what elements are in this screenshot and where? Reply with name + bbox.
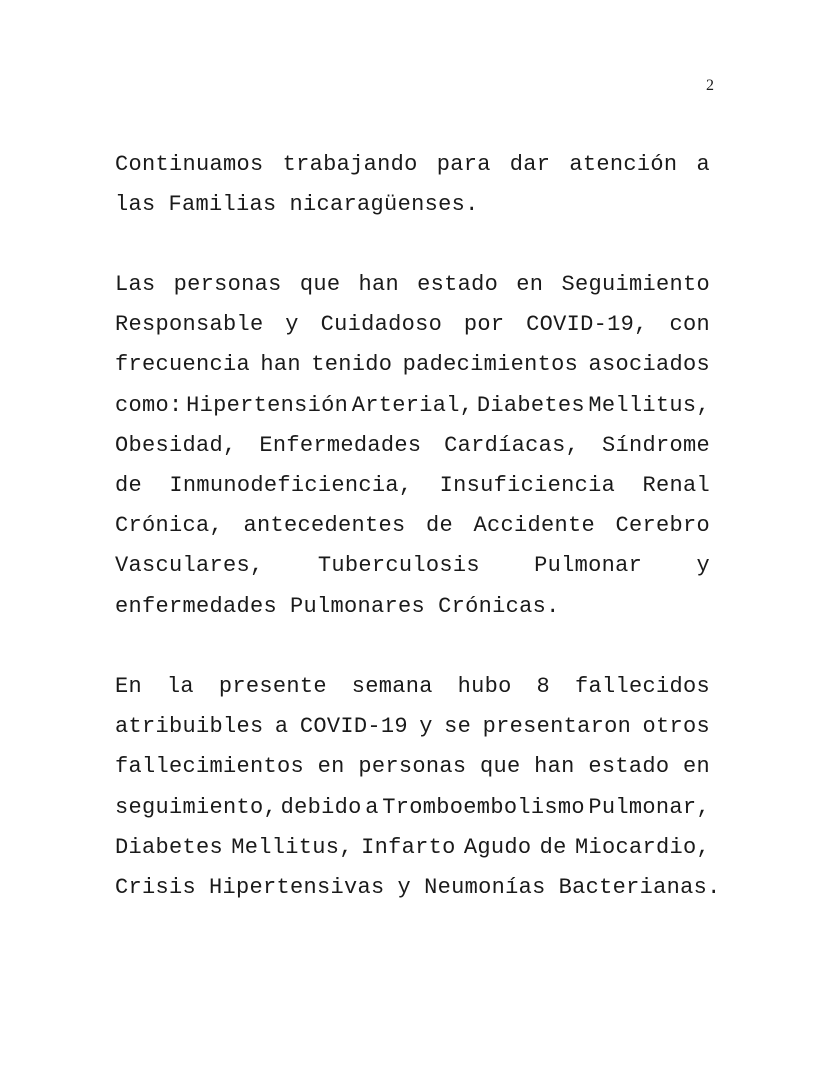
word: enfermedades bbox=[115, 593, 278, 619]
word: COVID-19, bbox=[526, 312, 648, 338]
paragraph-comorbidities bbox=[115, 265, 710, 627]
word: Cardíacas, bbox=[444, 432, 580, 458]
word: en bbox=[317, 754, 345, 780]
word: fallecidos bbox=[574, 674, 710, 699]
word: En bbox=[115, 674, 143, 699]
word: 8 bbox=[536, 674, 551, 699]
word: Accidente bbox=[473, 513, 596, 539]
word: Responsable bbox=[115, 312, 264, 338]
word: seguimiento, bbox=[115, 794, 278, 820]
text-line bbox=[115, 426, 710, 466]
word: han bbox=[534, 754, 575, 780]
word: la bbox=[166, 674, 194, 699]
word: de bbox=[115, 473, 143, 499]
word: padecimientos bbox=[402, 352, 579, 378]
word: Las bbox=[115, 272, 156, 297]
word: Arterial, bbox=[351, 392, 474, 418]
word: han bbox=[260, 352, 301, 378]
text-line bbox=[115, 145, 710, 185]
word: y bbox=[397, 875, 412, 901]
word: Infarto bbox=[361, 834, 456, 860]
word: atención bbox=[569, 152, 678, 177]
word: Crónicas. bbox=[438, 593, 560, 619]
text-line bbox=[115, 185, 710, 225]
word: semana bbox=[351, 674, 433, 699]
word: otros bbox=[642, 714, 710, 740]
word: a bbox=[274, 714, 289, 740]
word: Hipertensión bbox=[186, 392, 349, 418]
word: con bbox=[669, 312, 710, 338]
word: Hipertensivas bbox=[209, 875, 385, 901]
word: Neumonías bbox=[424, 875, 546, 901]
word: tenido bbox=[311, 352, 393, 378]
word: por bbox=[463, 312, 505, 338]
word: para bbox=[436, 152, 491, 177]
word: atribuibles bbox=[115, 714, 264, 740]
word: Insuficiencia bbox=[439, 473, 616, 499]
word: Cerebro bbox=[615, 513, 710, 539]
word: Crisis bbox=[115, 875, 197, 901]
word: y bbox=[696, 553, 710, 579]
text-line bbox=[115, 265, 710, 305]
text-line bbox=[115, 707, 710, 747]
word: Cuidadoso bbox=[320, 312, 443, 338]
word: Pulmonares bbox=[290, 593, 426, 619]
word: hubo bbox=[457, 674, 512, 699]
word: Diabetes bbox=[115, 834, 224, 860]
word: Seguimiento bbox=[561, 272, 710, 297]
word: a bbox=[696, 152, 710, 177]
word: presente bbox=[218, 674, 327, 699]
text-line bbox=[115, 305, 710, 345]
word: dar bbox=[509, 152, 551, 177]
word: Familias bbox=[168, 192, 277, 218]
word: como: bbox=[115, 392, 183, 418]
text-line bbox=[115, 747, 710, 787]
word: y bbox=[419, 714, 433, 740]
word: nicaragüenses. bbox=[289, 192, 479, 218]
text-line bbox=[115, 466, 710, 506]
word: presentaron bbox=[482, 714, 632, 740]
word: las bbox=[115, 192, 156, 218]
word: de bbox=[539, 834, 567, 860]
word: Crónica, bbox=[115, 513, 224, 539]
text-line bbox=[115, 667, 710, 707]
text-line bbox=[115, 345, 710, 385]
word: Mellitus, bbox=[588, 392, 710, 418]
word: en bbox=[516, 272, 544, 297]
paragraph-deaths bbox=[115, 667, 721, 908]
word: Renal bbox=[642, 473, 710, 499]
word: Miocardio, bbox=[574, 834, 710, 860]
word: se bbox=[444, 714, 472, 740]
text-line bbox=[115, 788, 710, 828]
word: Tuberculosis bbox=[317, 553, 480, 579]
word: Mellitus, bbox=[231, 834, 353, 860]
word: estado bbox=[417, 272, 499, 297]
word: Bacterianas. bbox=[558, 875, 721, 901]
word: estado bbox=[588, 754, 670, 780]
word: COVID-19 bbox=[299, 714, 408, 740]
word: de bbox=[426, 513, 454, 539]
word: han bbox=[358, 272, 399, 297]
word: fallecimientos bbox=[115, 754, 305, 780]
word: asociados bbox=[588, 352, 710, 378]
word: Continuamos bbox=[115, 152, 264, 177]
word: Pulmonar bbox=[534, 553, 643, 579]
word: Agudo bbox=[463, 834, 532, 860]
word: a bbox=[365, 794, 379, 820]
page-number: 2 bbox=[706, 77, 714, 94]
text-line bbox=[115, 868, 721, 908]
word: antecedentes bbox=[243, 513, 406, 539]
text-line bbox=[115, 828, 710, 868]
text-line bbox=[115, 546, 710, 586]
word: personas bbox=[358, 754, 467, 780]
word: Enfermedades bbox=[259, 432, 422, 458]
word: frecuencia bbox=[115, 352, 251, 378]
word: trabajando bbox=[282, 152, 418, 177]
text-line bbox=[115, 386, 710, 426]
word: que bbox=[299, 272, 341, 297]
text-line bbox=[115, 506, 710, 546]
word: personas bbox=[173, 272, 282, 297]
word: Tromboembolismo bbox=[382, 794, 585, 820]
word: y bbox=[285, 312, 299, 338]
word: Vasculares, bbox=[115, 553, 264, 579]
text-line bbox=[115, 587, 710, 627]
word: Síndrome bbox=[601, 432, 710, 458]
word: en bbox=[682, 754, 710, 780]
paragraph-attention bbox=[115, 145, 710, 225]
word: Inmunodeficiencia, bbox=[169, 473, 413, 499]
word: debido bbox=[280, 794, 362, 820]
word: Obesidad, bbox=[115, 432, 237, 458]
word: Pulmonar, bbox=[588, 794, 710, 820]
word: Diabetes bbox=[476, 392, 585, 418]
word: que bbox=[480, 754, 521, 780]
